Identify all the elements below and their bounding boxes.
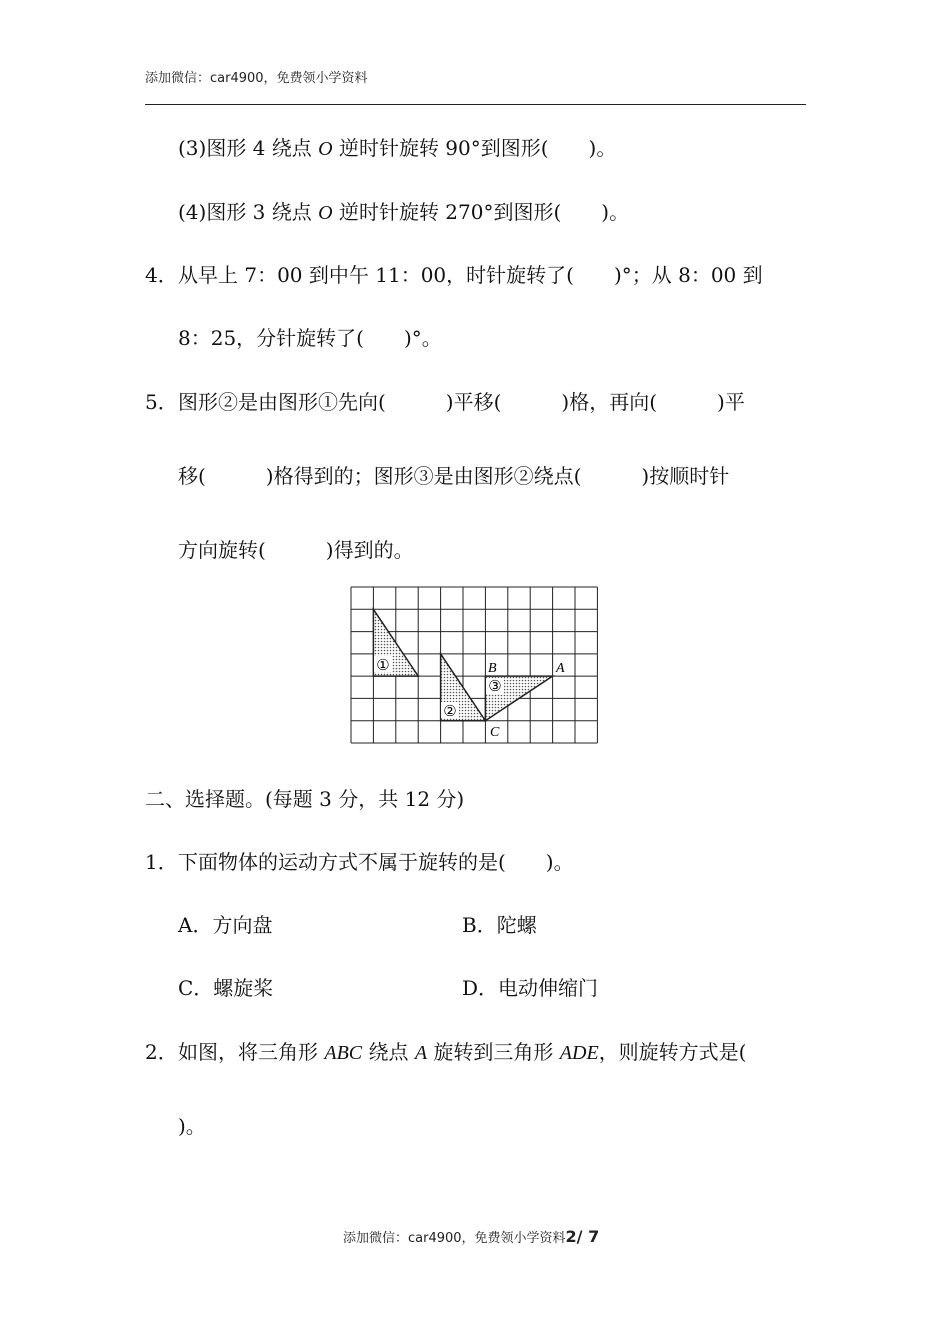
c2-text-d: ，则旋转方式是( <box>598 1040 747 1064</box>
q5-line3: 方向旋转( )得到的。 <box>178 538 414 562</box>
c2-text-b: 绕点 <box>362 1040 415 1064</box>
q3-item4-point: O <box>318 202 333 224</box>
q3-item3 <box>178 136 616 161</box>
q3-item3-point: O <box>318 138 333 160</box>
c1-option-d: D．电动伸缩门 <box>462 976 599 1000</box>
c2-point-a: A <box>414 1042 428 1064</box>
shape3-label: ③ <box>488 677 502 695</box>
grid-figure <box>350 586 600 746</box>
c2-line2: )。 <box>178 1114 206 1138</box>
c2-text-a: 如图，将三角形 <box>178 1040 325 1064</box>
q5-line1: 图形②是由图形①先向( )平移( )格，再向( )平 <box>178 390 745 414</box>
footer <box>343 1227 599 1246</box>
header-rule <box>145 104 806 105</box>
point-a-label: A <box>556 661 565 676</box>
page-number: 2/ 7 <box>565 1227 600 1246</box>
q3-item4-text-b: 逆时针旋转 270°到图形( )。 <box>332 200 630 224</box>
footer-text: 添加微信：car4900，免费领小学资料 <box>343 1231 566 1246</box>
header-text: 添加微信：car4900，免费领小学资料 <box>145 71 368 86</box>
q4-line2: 8：25，分针旋转了( )°。 <box>178 326 442 350</box>
q3-item3-text-a: (3)图形 4 绕点 <box>178 136 319 160</box>
q5-number: 5． <box>145 390 178 414</box>
section2-title: 二、选择题。(每题 3 分，共 12 分) <box>145 787 465 811</box>
q4-number: 4． <box>145 263 178 287</box>
point-b-label: B <box>488 661 497 676</box>
q5-line2: 移( )格得到的；图形③是由图形②绕点( )按顺时针 <box>178 464 730 488</box>
c2-text-c: 旋转到三角形 <box>427 1040 560 1064</box>
c1-number: 1． <box>145 850 178 874</box>
q3-item3-text-b: 逆时针旋转 90°到图形( )。 <box>332 136 617 160</box>
shape1-label: ① <box>376 656 390 674</box>
c1-option-a: A．方向盘 <box>178 913 273 937</box>
c2-triangle-ade: ADE <box>559 1042 599 1064</box>
q3-item4 <box>178 200 629 225</box>
q3-item4-text-a: (4)图形 3 绕点 <box>178 200 319 224</box>
shape2-label: ② <box>443 702 457 720</box>
q4-line1: 从早上 7：00 到中午 11：00，时针旋转了( )°；从 8：00 到 <box>178 263 763 287</box>
c2-triangle-abc: ABC <box>324 1042 363 1064</box>
c2-line1 <box>178 1040 747 1065</box>
c1-option-c: C．螺旋桨 <box>178 976 274 1000</box>
c2-number: 2． <box>145 1040 178 1064</box>
c1-option-b: B．陀螺 <box>462 913 537 937</box>
point-c-label: C <box>490 725 500 740</box>
c1-question: 下面物体的运动方式不属于旋转的是( )。 <box>178 850 574 874</box>
